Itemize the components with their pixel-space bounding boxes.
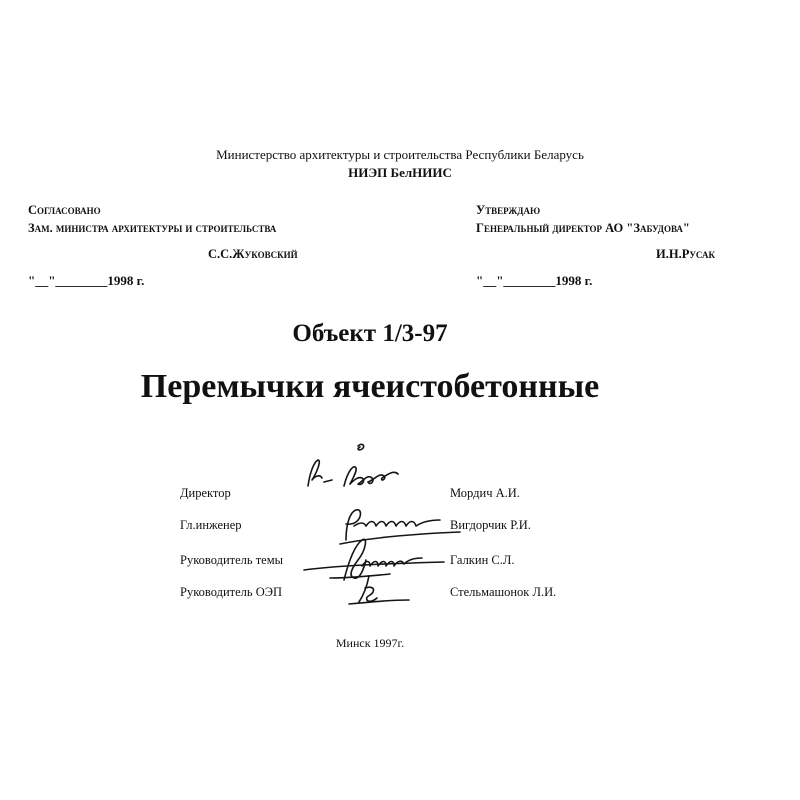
approval-right-name: И.Н.Русак [656,247,716,261]
object-title: Объект 1/3-97 [292,320,448,347]
approval-right-heading: Утверждаю [476,203,541,217]
signatory-role-oep-lead: Руководитель ОЭП [180,585,283,599]
ministry-name: Министерство архитектуры и строительства Республики Беларусь [216,147,584,162]
signatory-name-topic-lead: Галкин С.Л. [450,553,515,567]
approval-left-name: С.С.Жуковский [208,247,298,261]
approval-left-heading: Согласовано [28,203,101,217]
document-title: Перемычки ячеистобетонные [140,368,600,405]
approval-left-position: Зам. министра архитектуры и строительства [28,221,277,235]
approval-right-date: "__"________1998 г. [476,273,593,288]
approval-right-position: Генеральный директор АО "Забудова" [476,221,690,235]
signature-director [300,438,440,498]
institute-name: НИЭП БелНИИС [348,165,452,180]
city-year: Минск 1997г. [335,636,405,650]
signatory-name-chief-engineer: Вигдорчик Р.И. [450,518,531,532]
approval-left-date: "__"________1998 г. [28,273,145,288]
signatory-name-oep-lead: Стельмашонок Л.И. [450,585,557,599]
signatory-role-chief-engineer: Гл.инженер [180,518,242,532]
signatory-role-topic-lead: Руководитель темы [180,553,284,567]
signatory-role-director: Директор [180,486,231,500]
signatory-name-director: Мордич А.И. [450,486,520,500]
signature-oep-lead [345,572,415,612]
